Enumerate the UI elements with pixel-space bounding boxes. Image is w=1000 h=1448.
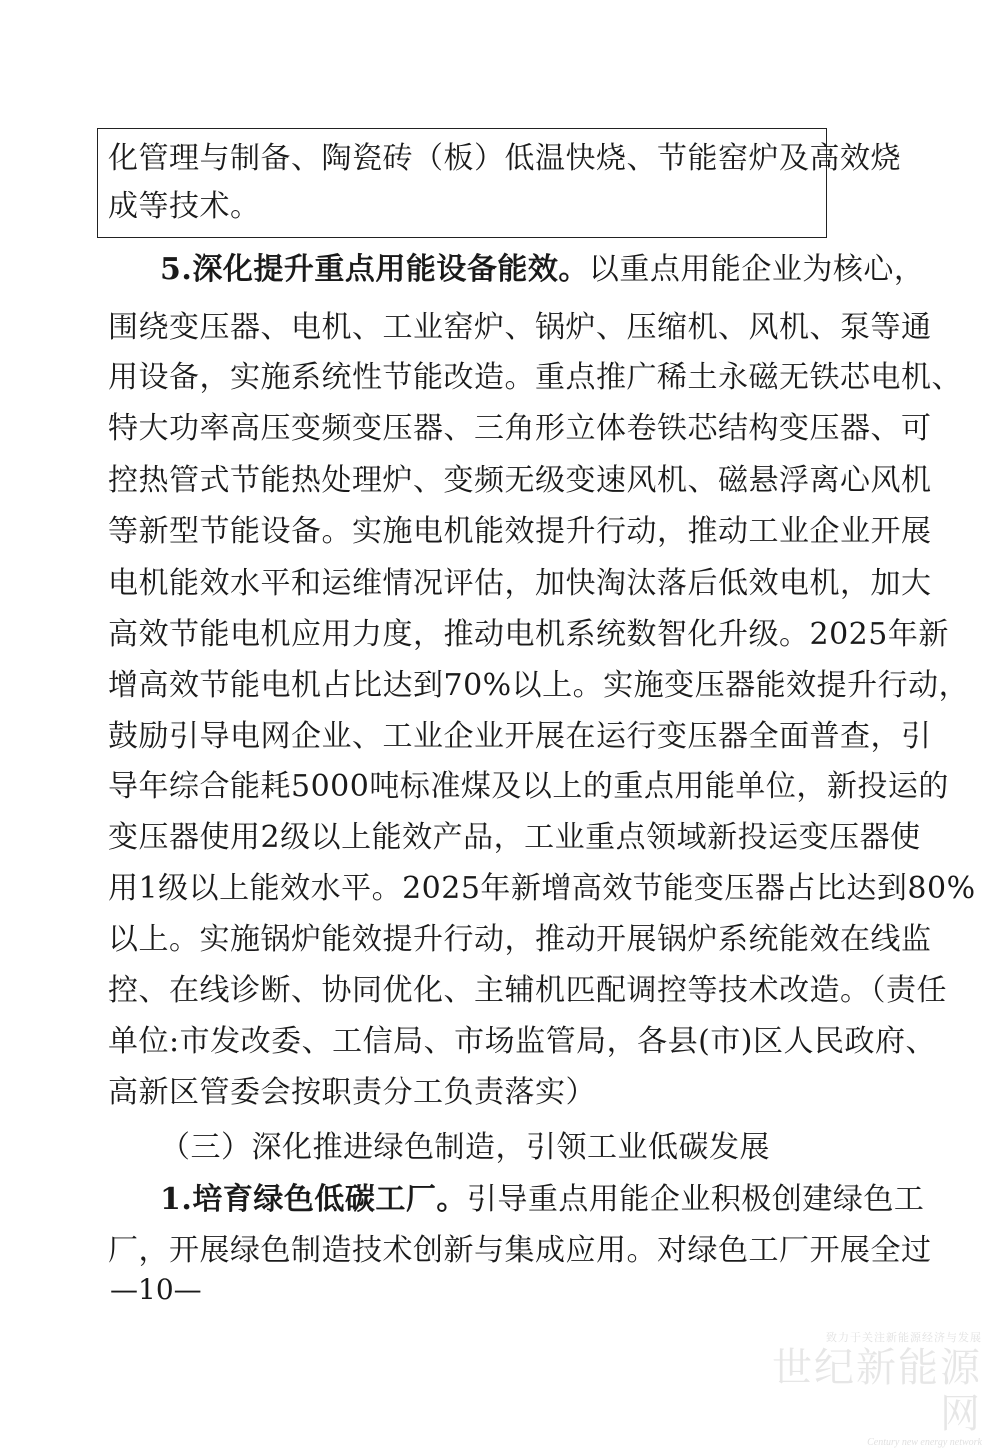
paragraph-line: 导年综合能耗5000吨标准煤及以上的重点用能单位，新投运的 <box>108 769 949 804</box>
item-1-first-line <box>160 1180 925 1220</box>
box-line-2: 成等技术。 <box>108 189 261 224</box>
paragraph-line: 用设备，实施系统性节能改造。重点推广稀土永磁无铁芯电机、 <box>108 360 962 395</box>
paragraph-line: 控、在线诊断、协同优化、主辅机匹配调控等技术改造。（责任 <box>108 973 947 1008</box>
box-line-1: 化管理与制备、陶瓷砖（板）低温快烧、节能窑炉及高效烧 <box>108 141 901 176</box>
paragraph-line: 特大功率高压变频变压器、三角形立体卷铁芯结构变压器、可 <box>108 411 932 446</box>
paragraph-line: 增高效节能电机占比达到70%以上。实施变压器能效提升行动， <box>108 668 970 703</box>
paragraph-line: 高新区管委会按职责分工负责落实） <box>108 1075 596 1110</box>
section-5-first-text: 以重点用能企业为核心， <box>588 252 925 287</box>
paragraph-line: 以上。实施锅炉能效提升行动，推动开展锅炉系统能效在线监 <box>108 922 932 957</box>
section-3-heading: （三）深化推进绿色制造，引领工业低碳发展 <box>160 1130 770 1165</box>
watermark-title: 世纪新能源网 <box>772 1345 982 1437</box>
paragraph-line: 厂，开展绿色制造技术创新与集成应用。对绿色工厂开展全过 <box>108 1233 932 1268</box>
watermark-logo <box>752 1329 982 1448</box>
paragraph-line: 变压器使用2级以上能效产品，工业重点领域新投运变压器使 <box>108 820 921 855</box>
paragraph-line: 鼓励引导电网企业、工业企业开展在运行变压器全面普查，引 <box>108 719 932 754</box>
paragraph-line: 单位:市发改委、工信局、市场监管局，各县(市)区人民政府、 <box>108 1024 937 1059</box>
item-1-first-text: 引导重点用能企业积极创建绿色工 <box>466 1182 925 1217</box>
item-1-heading: 1.培育绿色低碳工厂。 <box>160 1182 467 1217</box>
paragraph-line: 电机能效水平和运维情况评估，加快淘汰落后低效电机，加大 <box>108 566 932 601</box>
page-number: —10— <box>110 1273 202 1306</box>
watermark-subtitle: Century new energy network <box>867 1437 982 1448</box>
section-5-first-line <box>160 250 925 290</box>
paragraph-line: 等新型节能设备。实施电机能效提升行动，推动工业企业开展 <box>108 514 932 549</box>
paragraph-line: 高效节能电机应用力度，推动电机系统数智化升级。2025年新 <box>108 617 949 652</box>
section-5-heading: 5.深化提升重点用能设备能效。 <box>160 252 589 287</box>
paragraph-line: 围绕变压器、电机、工业窑炉、锅炉、压缩机、风机、泵等通 <box>108 310 932 345</box>
watermark-tagline: 致力于关注新能源经济与发展 <box>826 1332 982 1344</box>
paragraph-line: 控热管式节能热处理炉、变频无级变速风机、磁悬浮离心风机 <box>108 463 932 498</box>
paragraph-line: 用1级以上能效水平。2025年新增高效节能变压器占比达到80% <box>108 871 976 906</box>
